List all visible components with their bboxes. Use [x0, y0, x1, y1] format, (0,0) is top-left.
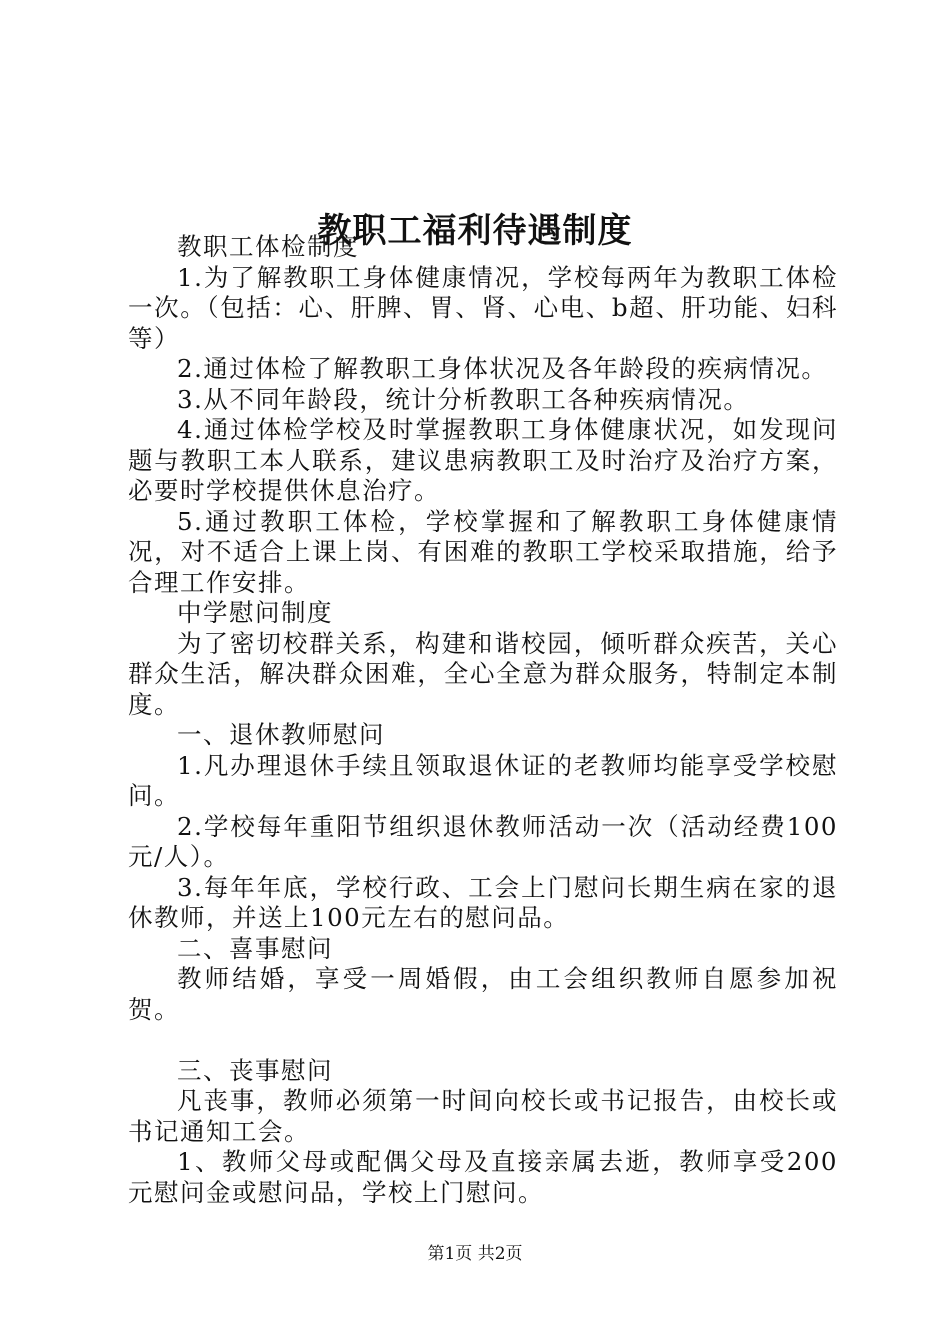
- body-paragraph: 4.通过体检学校及时掌握教职工身体健康状况，如发现问题与教职工本人联系，建议患病教职工及时治疗及治疗方案，必要时学校提供休息治疗。: [128, 415, 838, 505]
- body-paragraph: 3.每年年底，学校行政、工会上门慰问长期生病在家的退休教师，并送上100元左右的慰问品。: [128, 872, 838, 932]
- section-heading-condolence: 中学慰问制度: [177, 598, 333, 627]
- body-paragraph: 2.通过体检了解教职工身体状况及各年龄段的疾病情况。: [177, 354, 828, 383]
- page-number-footer: 第1页 共2页: [427, 1244, 523, 1264]
- body-paragraph: 3.从不同年龄段，统计分析教职工各种疾病情况。: [177, 384, 750, 414]
- section-heading-physical-exam: 教职工体检制度: [177, 232, 359, 261]
- body-paragraph: 1.凡办理退休手续且领取退休证的老教师均能享受学校慰问。: [128, 750, 838, 810]
- body-paragraph: 5.通过教职工体检，学校掌握和了解教职工身体健康情况，对不适合上课上岗、有困难的教职工学校采取措施，给予合理工作安排。: [128, 506, 838, 597]
- body-paragraph: 凡丧事，教师必须第一时间向校长或书记报告，由校长或书记通知工会。: [128, 1086, 838, 1146]
- subsection-heading-celebration: 二、喜事慰问: [177, 933, 333, 963]
- document-body: [128, 232, 838, 1208]
- subsection-heading-retired: 一、退休教师慰问: [177, 720, 385, 749]
- document-title: 教职工福利待遇制度: [317, 210, 633, 251]
- body-paragraph: 2.学校每年重阳节组织退休教师活动一次（活动经费100元/人）。: [128, 811, 838, 871]
- body-paragraph: 为了密切校群关系，构建和谐校园，倾听群众疾苦，关心群众生活，解决群众困难，全心全意为群众服务，特制定本制度。: [128, 628, 838, 719]
- subsection-heading-funeral: 三、丧事慰问: [177, 1055, 333, 1085]
- body-paragraph: 1、教师父母或配偶父母及直接亲属去逝，教师享受200元慰问金或慰问品，学校上门慰问。: [128, 1147, 838, 1207]
- body-paragraph: 教师结婚，享受一周婚假，由工会组织教师自愿参加祝贺。: [128, 964, 838, 1024]
- body-paragraph: 1.为了解教职工身体健康情况，学校每两年为教职工体检一次。（包括：心、肝脾、胃、肾、心电、b超、肝功能、妇科等）: [128, 262, 838, 353]
